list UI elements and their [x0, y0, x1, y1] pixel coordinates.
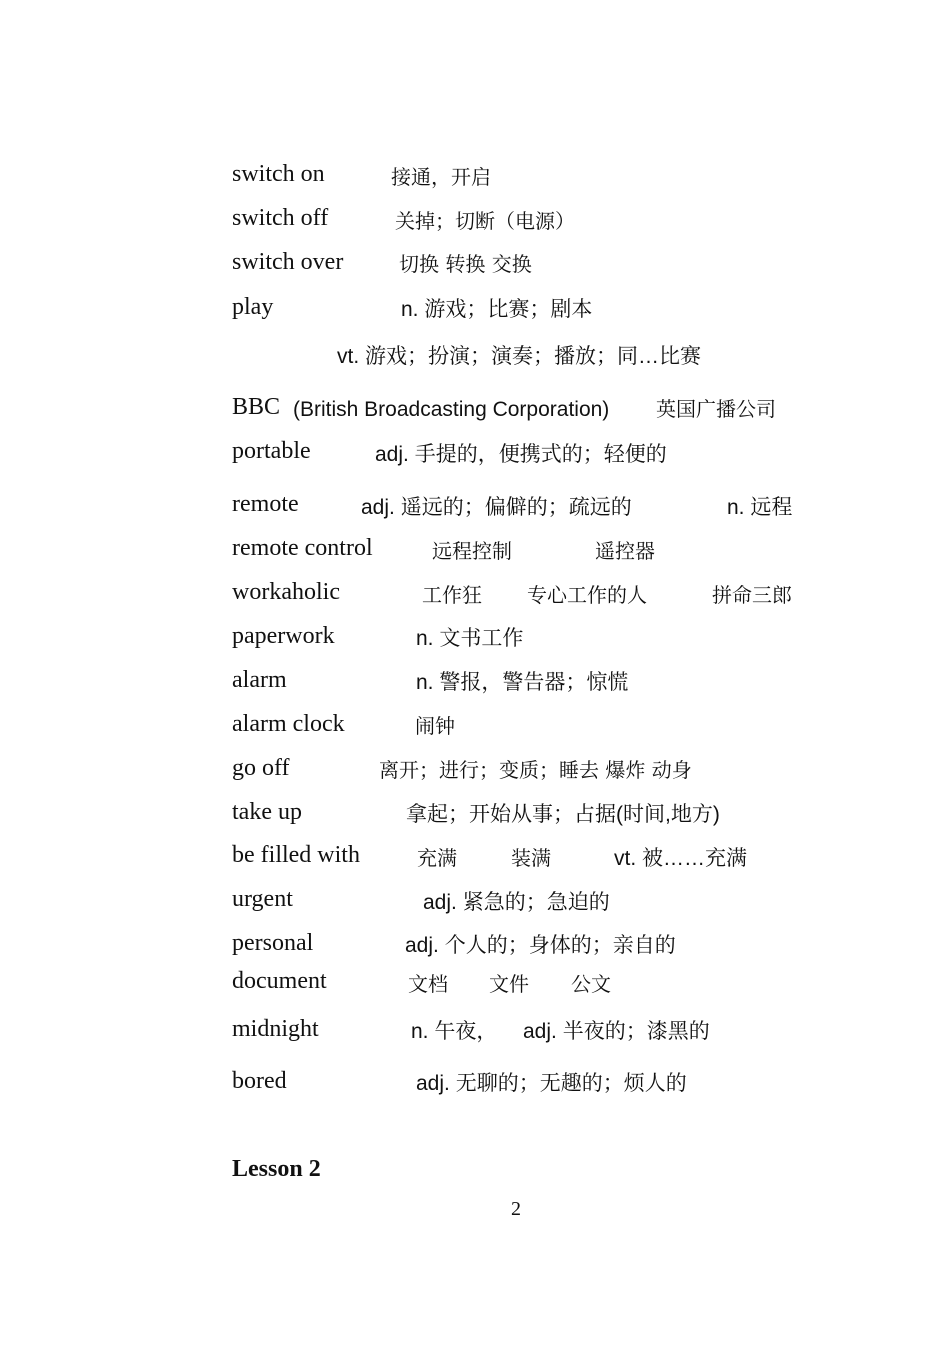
entry-word: portable	[232, 438, 311, 464]
entry-word: switch on	[232, 161, 325, 187]
entry-word: urgent	[232, 886, 293, 912]
entry-meaning: vt. 游戏；扮演；演奏；播放；同…比赛	[337, 345, 702, 368]
entry-meaning: 文档	[408, 972, 448, 996]
entry-meaning: 远程控制	[432, 539, 512, 563]
entry-meaning: 文件	[489, 972, 529, 996]
entry-meaning: n. 文书工作	[416, 627, 524, 650]
entry-meaning: n. 警报，警告器；惊慌	[416, 671, 629, 694]
entry-word: be filled with	[232, 842, 360, 868]
entry-meaning: 接通，开启	[391, 165, 491, 189]
entry-meaning: 闹钟	[415, 714, 455, 738]
entry-meaning: 英国广播公司	[656, 397, 776, 421]
entry-word: midnight	[232, 1016, 319, 1042]
entry-meaning: 工作狂	[422, 583, 482, 607]
entry-word: alarm	[232, 667, 287, 693]
entry-word: bored	[232, 1068, 287, 1094]
entry-meaning: 拿起；开始从事；占据(时间,地方)	[406, 803, 720, 826]
entry-meaning: 遥控器	[595, 539, 655, 563]
section-heading: Lesson 2	[232, 1156, 321, 1182]
entry-meaning: adj. 半夜的；漆黑的	[523, 1020, 710, 1043]
entry-word: remote	[232, 491, 299, 517]
entry-word: workaholic	[232, 579, 340, 605]
entry-meaning: 关掉；切断（电源）	[395, 209, 575, 233]
entry-meaning: 装满	[511, 846, 551, 870]
entry-meaning: 充满	[417, 846, 457, 870]
entry-meaning: 切换 转换 交换	[399, 252, 532, 276]
entry-meaning: adj. 紧急的；急迫的	[423, 891, 610, 914]
entry-meaning: 公文	[571, 972, 611, 996]
entry-meaning: adj. 无聊的；无趣的；烦人的	[416, 1072, 687, 1095]
page-number: 2	[511, 1198, 521, 1220]
entry-word: go off	[232, 755, 290, 781]
entry-meaning: adj. 个人的；身体的；亲自的	[405, 934, 676, 957]
entry-word: switch off	[232, 205, 329, 231]
entry-meaning: n. 午夜，	[411, 1020, 498, 1043]
entry-word: switch over	[232, 249, 344, 275]
entry-word-note: (British Broadcasting Corporation)	[293, 398, 610, 421]
entry-word: BBC	[232, 394, 281, 420]
entry-meaning: 专心工作的人	[527, 583, 647, 607]
entry-word: take up	[232, 799, 302, 825]
entry-word: remote control	[232, 535, 373, 561]
entry-word: personal	[232, 930, 314, 956]
entry-meaning: vt. 被……充满	[614, 847, 748, 870]
entry-meaning: n. 游戏；比赛；剧本	[401, 298, 593, 321]
entry-word: document	[232, 968, 327, 994]
entry-meaning: 拼命三郎	[712, 583, 792, 607]
entry-meaning: adj. 遥远的；偏僻的；疏远的	[361, 496, 632, 519]
entry-meaning: 离开；进行；变质；睡去 爆炸 动身	[379, 758, 692, 782]
entry-word: alarm clock	[232, 711, 345, 737]
entry-meaning: adj. 手提的，便携式的；轻便的	[375, 443, 667, 466]
entry-word: play	[232, 294, 274, 320]
entry-word: paperwork	[232, 623, 335, 649]
entry-meaning: n. 远程	[727, 496, 793, 519]
